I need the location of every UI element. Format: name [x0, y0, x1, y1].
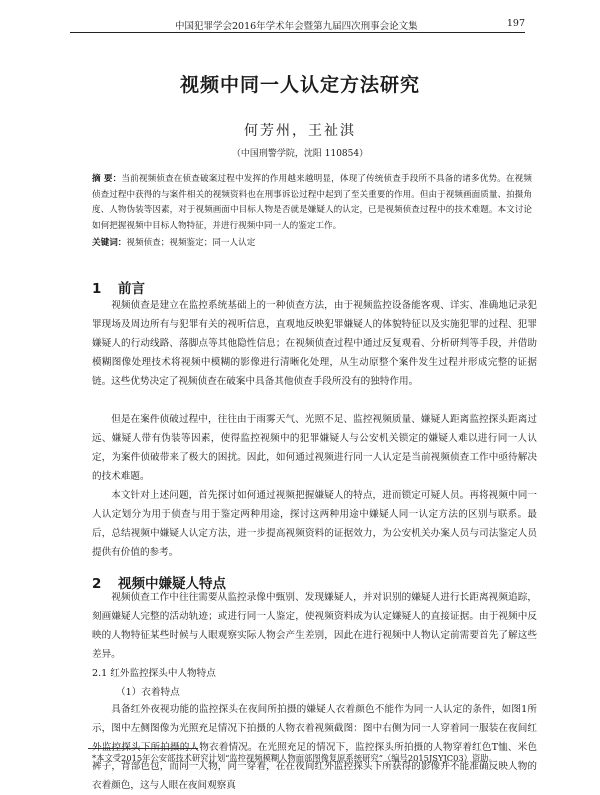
- paragraph-intro-2: 但是在案件侦破过程中，往往由于雨雾天气、光照不足、监控视频质量、嫌疑人距离监控探头距离过远、嫌疑人带有伪装等因素，使得监控视频中的犯罪嫌疑人与公安机关锁定的嫌疑人难以进行同一人认定，为案件侦破带来了极大的困扰。因此，如何通过视频进行同一人认定是当前视频侦查工作中亟待解决的技术难题。: [92, 414, 537, 482]
- abstract: [92, 172, 532, 234]
- footnote-rule: [88, 748, 198, 749]
- keywords: [92, 236, 532, 252]
- affiliation: （中国刑警学院，沈阳 110854）: [231, 149, 369, 159]
- subsection-heading: 2.1 红外监控探头中人物特点: [92, 668, 216, 679]
- paragraph-suspect-features: 视频侦查工作中往往需要从监控录像中甄别、发现嫌疑人，并对识别的嫌疑人进行长距离视频追踪，刻画嫌疑人完整的活动轨迹；或进行同一人鉴定，使视频资料成为认定嫌疑人的直接证据。由于视频中反映的人物特征某些时候与人眼观察实际人物会产生差别，因此在进行视频中人物认定前需要首先了解这些差异。: [92, 592, 537, 660]
- subsubsection-heading: （1）衣着特点: [116, 687, 180, 698]
- conference-name: 中国犯罪学会2016年学术年会暨第九届四次刑事会论文集: [175, 21, 418, 32]
- page-number: 197: [506, 18, 525, 29]
- keywords-label: 关键词：: [92, 238, 127, 248]
- section-title: 前言: [118, 281, 145, 297]
- section-number: 2: [92, 576, 102, 592]
- paragraph-intro-3: 本文针对上述问题，首先探讨如何通过视频把握嫌疑人的特点，进而锁定可疑人员。再将视频中同一人认定划分为用于侦查与用于鉴定两种用途，探讨这两种用途中嫌疑人同一认定方法的区别与联系。最后，总结视频中嫌疑人认定方法，进一步提高视频资料的证据效力，为公安机关办案人员与司法鉴定人员提供有价值的参考。: [92, 490, 537, 558]
- footnote: *本文受2015年公安部技术研究计划“监控视频模糊人物面部图像复原系统研究”（编号2015JSYJC03）资助。: [92, 753, 497, 763]
- authors: 何芳州，王祉淇: [244, 123, 356, 139]
- abstract-label: 摘 要：: [92, 174, 122, 184]
- section-number: 1: [92, 281, 102, 297]
- paper-title: 视频中同一人认定方法研究: [179, 74, 420, 96]
- keywords-text: 视频侦查；视频鉴定；同一人认定: [126, 238, 256, 248]
- running-header: [70, 18, 525, 33]
- paragraph-clothing: 具备红外夜视功能的监控探头在夜间所拍摄的嫌疑人衣着颜色不能作为同一人认定的条件，如图1所示，图中左侧图像为光照充足情况下拍摄的人物衣着视频截图：图中右侧为同一人穿着同一服装在夜间红外监控探头下所拍摄的人物衣着情况。在光照充足的情况下，监控探头所拍摄的人物穿着红色T恤、米色裤子，背部色包，而同一人物，同一穿着，在在夜间红外监控探头下所获得的影像并不能准确反映人物的衣着颜色，这与人眼在夜间观察真: [92, 704, 537, 791]
- paragraph-intro-1: 视频侦查是建立在监控系统基础上的一种侦查方法，由于视频监控设备能客观、详实、准确地记录犯罪现场及周边所有与犯罪有关的视听信息，直观地反映犯罪嫌疑人的体貌特征以及实施犯罪的过程、犯罪嫌疑人的行动线路、落脚点等其他隐性信息；在视频侦查过程中通过反复观看、分析研判等手段，并借助模糊图像处理技术将视频中模糊的影像进行清晰化处理，从生动原整个案件发生过程并形成完整的证据链。这些优势决定了视频侦查在破案中具备其他侦查手段所没有的独特作用。: [92, 300, 537, 387]
- section-title: 视频中嫌疑人特点: [118, 576, 226, 592]
- section-heading-1: [92, 277, 145, 297]
- abstract-text: 当前视频侦查在侦查破案过程中发挥的作用越来越明显，体现了传统侦查手段所不具备的诸多优势。在视频侦查过程中获得的与案件相关的视频资料也在刑事诉讼过程中起到了至关重要的作用。但由于视频画面质量、拍摄角度、人物伪装等因素，对于视频画面中目标人物是否就是嫌疑人的认定，已是视频侦查过程中的技术难题。本文讨论如何把握视频中目标人物特征，并进行视频中同一人的鉴定工作。: [92, 174, 532, 231]
